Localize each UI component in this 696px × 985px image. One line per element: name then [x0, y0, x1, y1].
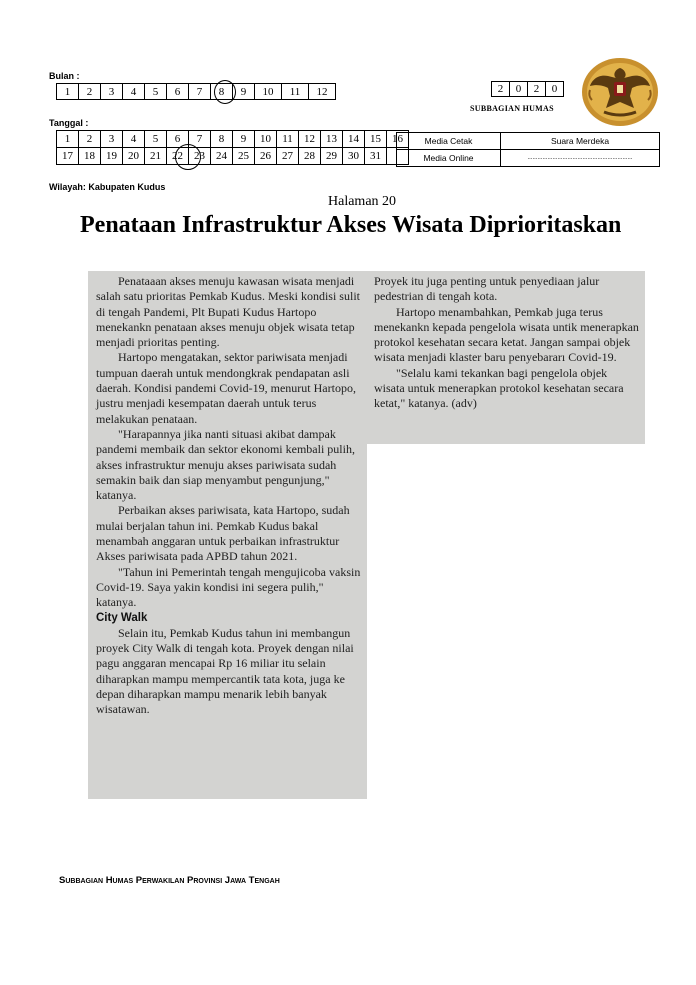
month-cell: 8: [211, 84, 233, 100]
selected-month-circle: [214, 80, 236, 104]
year-digit: 2: [528, 82, 546, 97]
bulan-label: Bulan :: [49, 71, 80, 81]
month-cell: 4: [123, 84, 145, 100]
date-cell: 22: [167, 148, 189, 165]
paragraph: Hartopo mengatakan, sektor pariwisata menjadi tumpuan daerah untuk mendongkrak pendapatan asli daerah. Kondisi pandemi Covid-19, menurut Hartopo, justru menjadi kesempatan daerah untuk terus melakukan penataan.: [96, 350, 356, 426]
date-cell: 3: [101, 131, 123, 148]
date-cell: 15: [365, 131, 387, 148]
garuda-seal-icon: [580, 56, 660, 128]
month-cell: 11: [282, 84, 309, 100]
media-online-label: Media Online: [397, 150, 501, 167]
date-cell: 16: [387, 131, 409, 148]
article-headline: Penataan Infrastruktur Akses Wisata Diprioritaskan: [80, 212, 622, 238]
month-cell: 7: [189, 84, 211, 100]
page-number: Halaman 20: [328, 194, 397, 209]
wilayah-label: Wilayah: Kabupaten Kudus: [49, 182, 166, 192]
date-cell: 12: [299, 131, 321, 148]
paragraph: "Selalu kami tekankan bagi pengelola objek wisata untuk menerapkan protokol kesehatan secara ketat," katanya. (adv): [374, 365, 624, 411]
office-name: SUBBAGIAN HUMAS: [470, 104, 554, 113]
date-cell: 28: [299, 148, 321, 165]
subheading: City Walk: [96, 611, 148, 624]
date-cell: 29: [321, 148, 343, 165]
month-cell: 10: [255, 84, 282, 100]
clipping-column-2: [367, 271, 645, 444]
date-cell: 31: [365, 148, 387, 165]
month-cell: 3: [101, 84, 123, 100]
date-cell: 7: [189, 131, 211, 148]
media-table: [396, 132, 660, 167]
date-cell: 25: [233, 148, 255, 165]
year-digit: 0: [510, 82, 528, 97]
paragraph: Hartopo menambahkan, Pemkab juga terus menekankn kepada pengelola wisata untik menerapkan protokol kesehatan secara ketat. Jangan sampai objek wisata menjadi klaster baru penyebararı Covid-19.: [374, 304, 639, 365]
date-cell: 17: [57, 148, 79, 165]
date-cell: 23: [189, 148, 211, 165]
month-cell: 5: [145, 84, 167, 100]
date-cell: 27: [277, 148, 299, 165]
date-cell: 26: [255, 148, 277, 165]
footer-text: Subbagian Humas Perwakilan Provinsi Jawa Tengah: [59, 875, 280, 886]
date-cell: 2: [79, 131, 101, 148]
date-cell: 21: [145, 148, 167, 165]
paragraph: Penataaan akses menuju kawasan wisata menjadi salah satu prioritas Pemkab Kudus. Meski kondisi sulit di tengah Pandemi, Plt Bupati Kudus Hartopo menekankn penataan akses menuju objek wisata tetap menjadi prioritas penting.: [96, 274, 360, 350]
paragraph: "Harapannya jika nanti situasi akibat dampak pandemi membaik dan sektor ekonomi kembali pulih, akses infrastruktur menuju akses pariwisata sudah semakin baik dan siap menyambut pengunjung," katanya.: [96, 426, 355, 503]
date-cell: 19: [101, 148, 123, 165]
date-cell: 18: [79, 148, 101, 165]
year-digit: 0: [546, 82, 564, 97]
media-online-value: ...............................................................: [501, 150, 660, 167]
date-cell: 30: [343, 148, 365, 165]
paragraph: Proyek itu juga penting untuk penyediaan jalur pedestrian di tengah kota.: [374, 274, 600, 304]
clipping-column-1: [88, 271, 367, 799]
paragraph: Selain itu, Pemkab Kudus tahun ini membangun proyek City Walk di tengah kota. Proyek dengan nilai pagu anggaran mencapai Rp 16 miliar itu selain diharapkan mampu mempercantik tata kota, juga ke depan diharapkan mampu menarik lebih banyak wisatawan.: [96, 625, 354, 717]
date-cell: 10: [255, 131, 277, 148]
media-cetak-label: Media Cetak: [397, 133, 501, 150]
year-box: [491, 81, 564, 97]
date-cell: 6: [167, 131, 189, 148]
month-cell: 6: [167, 84, 189, 100]
paragraph: Perbaikan akses pariwisata, kata Hartopo, sudah mulai berjalan tahun ini. Pemkab Kudus bakal menambah anggaran untuk perbaikan infrastruktur Akses pariwisata pada APBD tahun 2021.: [96, 503, 350, 564]
media-cetak-value: Suara Merdeka: [501, 133, 660, 150]
date-cell: 5: [145, 131, 167, 148]
tanggal-label: Tanggal :: [49, 118, 89, 128]
date-cell: 8: [211, 131, 233, 148]
year-digit: 2: [492, 82, 510, 97]
month-cell: 2: [79, 84, 101, 100]
month-cell: 9: [233, 84, 255, 100]
paragraph: "Tahun ini Pemerintah tengah mengujicoba vaksin Covid-19. Saya yakin kondisi ini segera pulih," katanya.: [96, 564, 361, 610]
date-cell: 1: [57, 131, 79, 148]
month-grid: [56, 83, 336, 100]
month-cell: 12: [309, 84, 336, 100]
month-cell: 1: [57, 84, 79, 100]
date-cell: 4: [123, 131, 145, 148]
date-cell: 14: [343, 131, 365, 148]
selected-date-circle: [175, 144, 201, 170]
date-cell: 13: [321, 131, 343, 148]
date-grid: [56, 130, 409, 165]
date-cell: 9: [233, 131, 255, 148]
date-cell: 11: [277, 131, 299, 148]
date-cell: 20: [123, 148, 145, 165]
date-cell: 24: [211, 148, 233, 165]
